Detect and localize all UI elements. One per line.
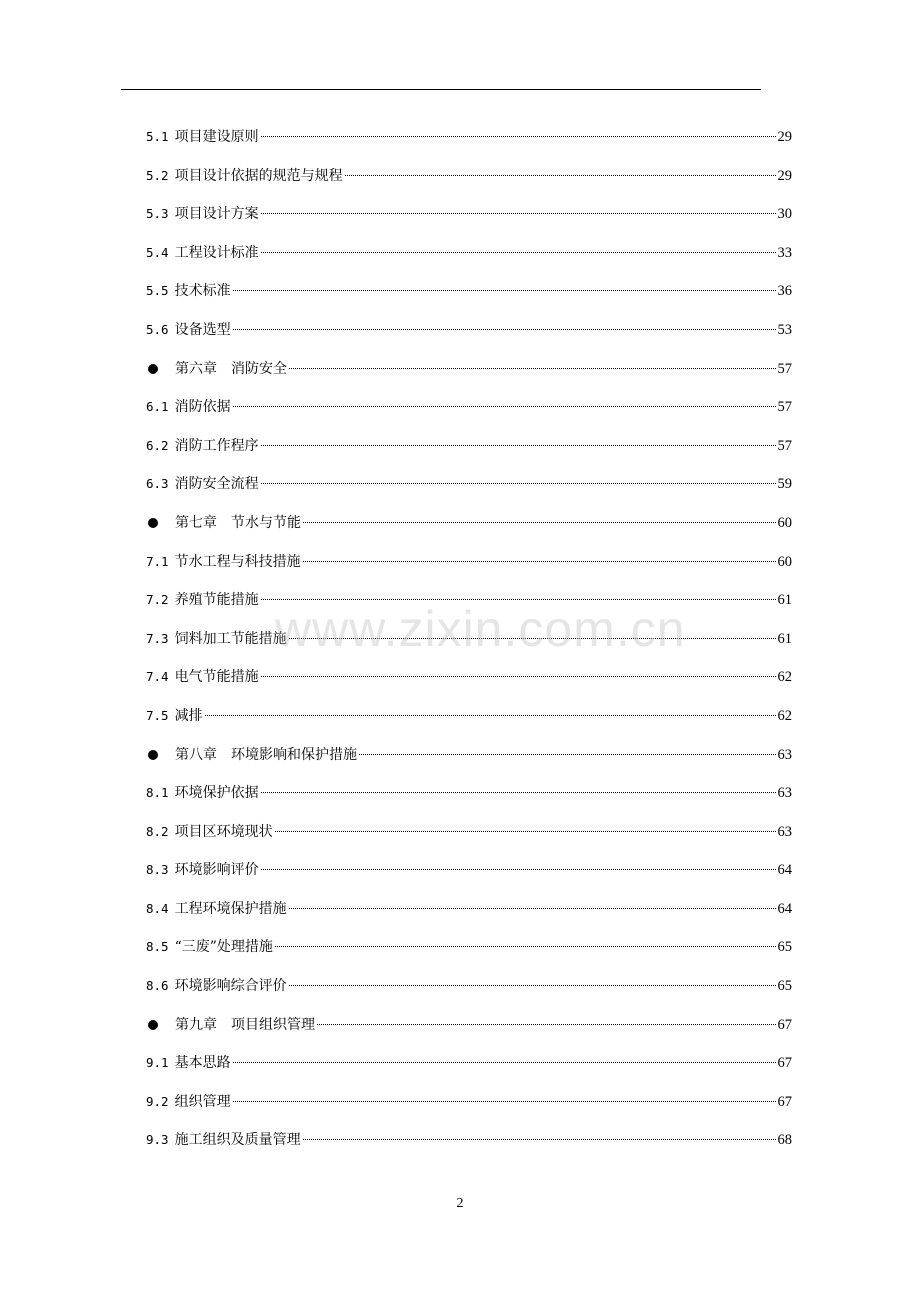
toc-chapter-entry[interactable] [146, 1015, 792, 1054]
dot-leader [345, 175, 776, 176]
dot-leader [261, 213, 776, 214]
toc-entry[interactable] [146, 590, 792, 629]
toc-entry-page: 57 [777, 437, 792, 454]
toc-entry-page: 65 [777, 978, 792, 995]
toc-entry-page: 68 [777, 1132, 792, 1149]
toc-entry[interactable] [146, 1092, 792, 1131]
toc-entry-title: 第九章 项目组织管理 [175, 1016, 315, 1033]
toc-entry-title: 环境影响评价 [174, 862, 259, 879]
toc-entry-title: 设备选型 [174, 321, 231, 338]
toc-entry-title: “三废”处理措施 [174, 939, 273, 956]
bullet-icon [148, 1020, 158, 1030]
toc-entry-page: 57 [777, 399, 792, 416]
toc-entry[interactable] [146, 1053, 792, 1092]
toc-entry-page: 64 [777, 862, 792, 879]
table-of-contents [146, 127, 792, 1169]
toc-entry-number: 8.4 [146, 900, 169, 916]
toc-entry[interactable] [146, 706, 792, 745]
dot-leader [261, 483, 776, 484]
toc-entry-page: 61 [777, 592, 792, 609]
dot-leader [233, 1062, 776, 1063]
toc-entry-page: 67 [777, 1093, 792, 1110]
dot-leader [303, 1139, 776, 1140]
toc-entry-page: 63 [777, 823, 792, 840]
toc-entry-title: 工程环境保护措施 [174, 900, 287, 917]
toc-entry-number: 8.2 [146, 823, 169, 839]
toc-entry-number: 7.4 [146, 669, 169, 685]
toc-entry[interactable] [146, 166, 792, 205]
toc-entry-page: 57 [777, 360, 792, 377]
toc-entry-page: 63 [777, 746, 792, 763]
toc-entry[interactable] [146, 204, 792, 243]
toc-entry-title: 工程设计标准 [174, 244, 259, 261]
toc-entry-title: 施工组织及质量管理 [174, 1132, 301, 1149]
toc-entry[interactable] [146, 397, 792, 436]
dot-leader [303, 522, 776, 523]
toc-entry-page: 53 [777, 321, 792, 338]
toc-entry-title: 技术标准 [174, 283, 231, 300]
dot-leader [233, 406, 776, 407]
toc-entry-page: 30 [777, 206, 792, 223]
toc-entry-title: 组织管理 [174, 1093, 231, 1110]
toc-entry-number: 5.5 [146, 283, 169, 299]
toc-entry-title: 第六章 消防安全 [175, 360, 287, 377]
toc-entry-title: 消防依据 [174, 399, 231, 416]
toc-entry-title: 消防工作程序 [174, 437, 259, 454]
toc-entry-number: 9.1 [146, 1055, 169, 1071]
toc-entry-page: 62 [777, 707, 792, 724]
toc-entry[interactable] [146, 436, 792, 475]
toc-entry-number: 8.1 [146, 785, 169, 801]
dot-leader [289, 908, 776, 909]
toc-entry-page: 29 [777, 129, 792, 145]
toc-entry-number: 7.2 [146, 592, 169, 608]
dot-leader [261, 252, 776, 253]
toc-entry-number: 8.3 [146, 862, 169, 878]
page-number: 2 [456, 1196, 464, 1211]
dot-leader [261, 869, 776, 870]
toc-entry-title: 减排 [174, 707, 203, 724]
dot-leader [289, 638, 776, 639]
dot-leader [205, 715, 776, 716]
dot-leader [289, 368, 776, 369]
toc-entry[interactable] [146, 629, 792, 668]
dot-leader [359, 754, 776, 755]
toc-entry-page: 67 [777, 1016, 792, 1033]
header-rule [121, 89, 761, 90]
toc-entry-page: 60 [777, 514, 792, 531]
toc-entry-title: 消防安全流程 [174, 476, 259, 493]
dot-leader [275, 831, 776, 832]
toc-entry-title: 环境影响综合评价 [174, 978, 287, 995]
dot-leader [317, 1024, 776, 1025]
dot-leader [261, 792, 776, 793]
bullet-icon [148, 750, 158, 760]
toc-entry-page: 62 [777, 669, 792, 686]
toc-entry-title: 养殖节能措施 [174, 592, 259, 609]
toc-entry[interactable] [146, 127, 792, 166]
toc-entry[interactable] [146, 860, 792, 899]
toc-entry-title: 饲料加工节能措施 [174, 630, 287, 647]
toc-entry-page: 29 [777, 167, 792, 184]
toc-entry-title: 项目设计依据的规范与规程 [174, 167, 343, 184]
toc-entry-number: 9.3 [146, 1132, 169, 1148]
toc-entry[interactable] [146, 937, 792, 976]
toc-entry[interactable] [146, 783, 792, 822]
toc-entry-number: 5.4 [146, 244, 169, 260]
toc-entry-number: 8.5 [146, 939, 169, 955]
dot-leader [233, 329, 776, 330]
toc-chapter-entry[interactable] [146, 513, 792, 552]
toc-entry[interactable] [146, 1130, 792, 1169]
toc-entry-title: 第八章 环境影响和保护措施 [175, 746, 357, 763]
toc-entry-page: 59 [777, 476, 792, 493]
toc-entry[interactable] [146, 976, 792, 1015]
toc-entry-number: 7.5 [146, 707, 169, 723]
toc-entry-number: 7.3 [146, 630, 169, 646]
toc-entry-title: 第七章 节水与节能 [175, 514, 301, 531]
toc-entry-title: 项目区环境现状 [174, 823, 273, 840]
toc-entry-title: 基本思路 [174, 1055, 231, 1072]
toc-entry[interactable] [146, 822, 792, 861]
dot-leader [275, 946, 776, 947]
dot-leader [303, 561, 776, 562]
toc-entry-page: 63 [777, 785, 792, 802]
toc-entry-title: 环境保护依据 [174, 785, 259, 802]
toc-entry[interactable] [146, 667, 792, 706]
toc-entry-page: 60 [777, 553, 792, 570]
dot-leader [261, 599, 776, 600]
toc-entry-number: 5.3 [146, 206, 169, 222]
toc-chapter-entry[interactable] [146, 359, 792, 398]
toc-entry-number: 5.6 [146, 321, 169, 337]
toc-entry-number: 9.2 [146, 1093, 169, 1109]
dot-leader [261, 445, 776, 446]
toc-entry-title: 项目建设原则 [174, 129, 259, 145]
toc-entry-title: 节水工程与科技措施 [174, 553, 301, 570]
toc-entry-page: 67 [777, 1055, 792, 1072]
toc-chapter-entry[interactable] [146, 745, 792, 784]
dot-leader [233, 1101, 776, 1102]
toc-entry[interactable] [146, 474, 792, 513]
toc-entry-page: 61 [777, 630, 792, 647]
toc-entry[interactable] [146, 320, 792, 359]
toc-entry-number: 6.1 [146, 399, 169, 415]
toc-entry[interactable] [146, 281, 792, 320]
toc-entry-title: 项目设计方案 [174, 206, 259, 223]
dot-leader [261, 136, 776, 137]
toc-entry-page: 36 [777, 283, 792, 300]
toc-entry-page: 65 [777, 939, 792, 956]
toc-entry-number: 5.1 [146, 129, 169, 144]
toc-entry-title: 电气节能措施 [174, 669, 259, 686]
toc-entry-page: 64 [777, 900, 792, 917]
toc-entry-number: 8.6 [146, 978, 169, 994]
dot-leader [261, 676, 776, 677]
dot-leader [233, 290, 776, 291]
toc-entry[interactable] [146, 243, 792, 282]
toc-entry[interactable] [146, 552, 792, 591]
toc-entry-number: 6.3 [146, 476, 169, 492]
toc-entry-number: 7.1 [146, 553, 169, 569]
watermark: www.zixin.com.cn [275, 601, 686, 657]
bullet-icon [148, 364, 158, 374]
toc-entry-page: 33 [777, 244, 792, 261]
dot-leader [289, 985, 776, 986]
toc-entry[interactable] [146, 899, 792, 938]
toc-entry-number: 6.2 [146, 437, 169, 453]
toc-entry-number: 5.2 [146, 167, 169, 183]
bullet-icon [148, 518, 158, 528]
